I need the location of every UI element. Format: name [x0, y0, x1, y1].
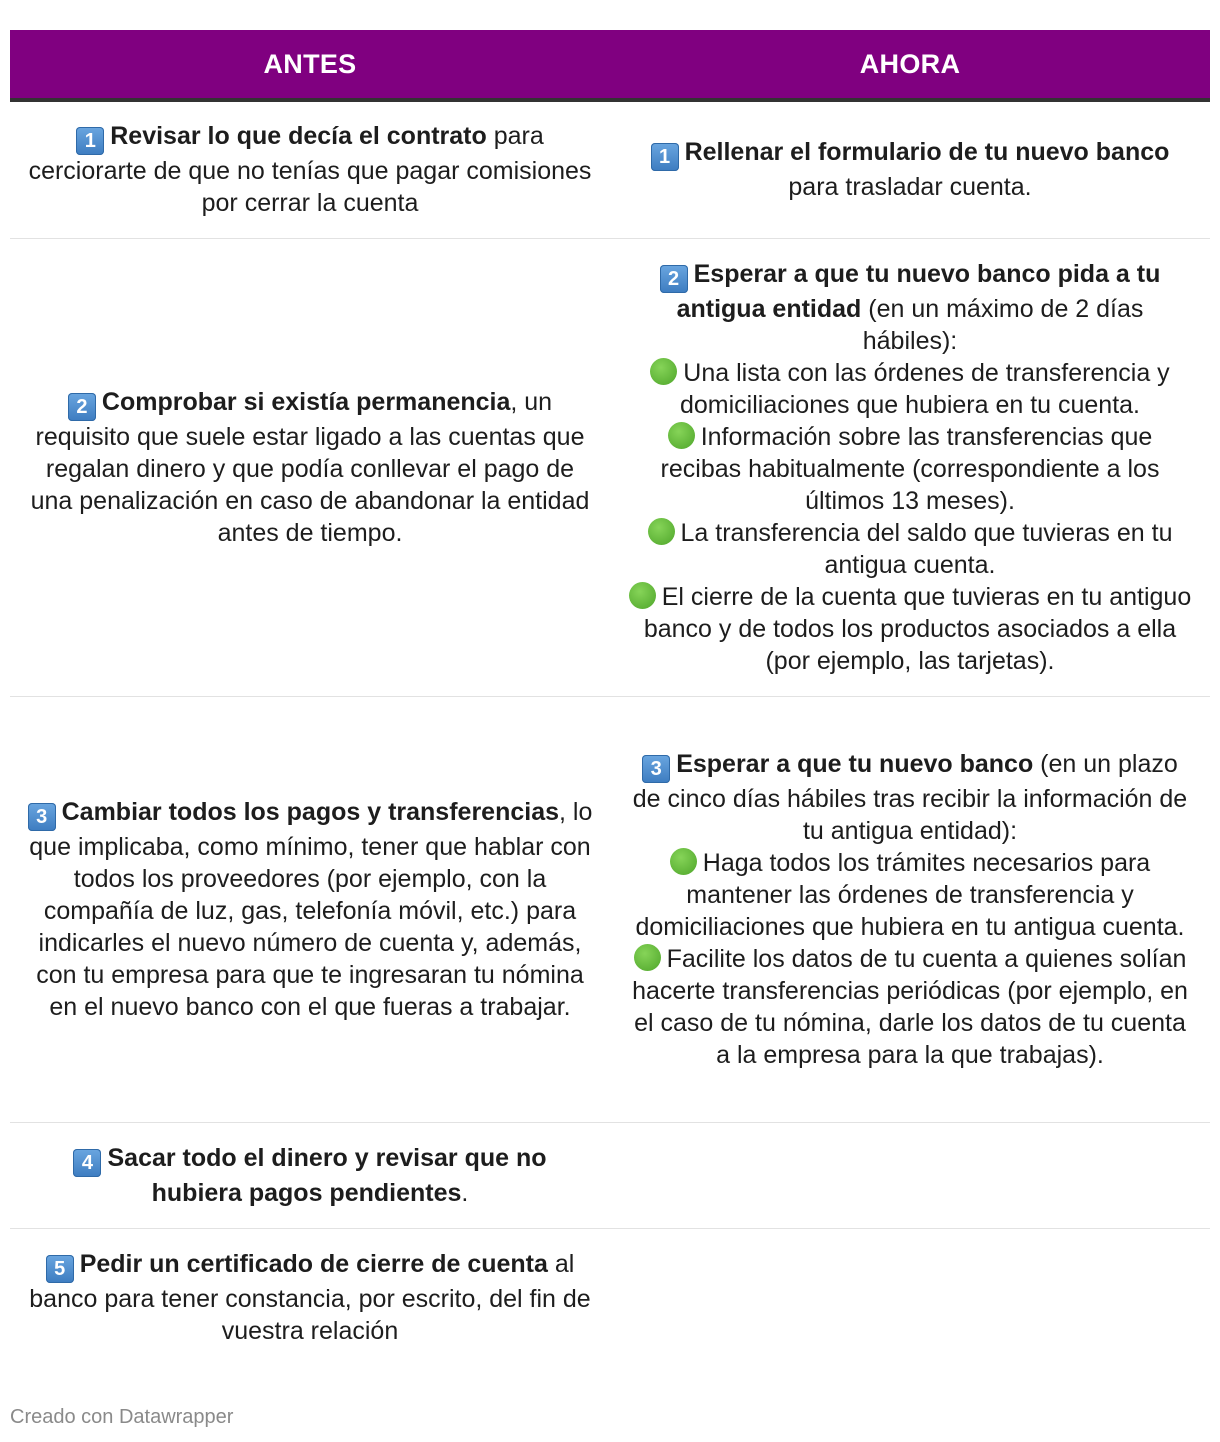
- step-text: para trasladar cuenta.: [788, 173, 1032, 202]
- table-row: [10, 238, 1210, 696]
- step-text: , lo que implicaba, como mínimo, tener que hablar con todos los proveedores (por ejemplo, con la compañía de luz, gas, telefonía móvil, etc.) para indicarles el nuevo número de cuenta y, además, con tu empresa para que te ingresaran tu nómina en el nuevo banco con el que fueras a trabajar.: [29, 797, 593, 1021]
- bullet-text: Facilite los datos de tu cuenta a quienes solían hacerte transferencias periódicas (por ejemplo, en el caso de tu nómina, darle los datos de tu cuenta a la empresa para la que trabajas).: [632, 944, 1188, 1069]
- step-title: Revisar lo que decía el contrato: [110, 122, 487, 151]
- green-circle-icon: [650, 358, 677, 385]
- step-title: Esperar a que tu nuevo banco: [676, 749, 1034, 778]
- step-title: Sacar todo el dinero y revisar que no hubiera pagos pendientes: [107, 1143, 547, 1207]
- keycap-number-icon: 3: [642, 755, 670, 783]
- bullet-text: Una lista con las órdenes de transferencia y domiciliaciones que hubiera en tu cuenta.: [679, 358, 1170, 419]
- green-circle-icon: [629, 582, 656, 609]
- step-title: Pedir un certificado de cierre de cuenta: [79, 1249, 548, 1278]
- table-body: [10, 100, 1210, 1366]
- antes-cell: [10, 238, 610, 696]
- antes-cell: [10, 1228, 610, 1366]
- step-title: Cambiar todos los pagos y transferencias: [61, 797, 560, 826]
- datawrapper-credit-link[interactable]: Creado con Datawrapper: [10, 1406, 234, 1428]
- green-circle-icon: [648, 518, 675, 545]
- bullet-text: El cierre de la cuenta que tuvieras en tu antiguo banco y de todos los productos asociados a ella (por ejemplo, las tarjetas).: [643, 582, 1192, 675]
- step-title: Rellenar el formulario de tu nuevo banco: [684, 138, 1170, 167]
- green-circle-icon: [634, 944, 661, 971]
- column-header-ahora: AHORA: [610, 30, 1210, 100]
- table-row: [10, 100, 1210, 238]
- green-circle-icon: [670, 848, 697, 875]
- bullet-text: Información sobre las transferencias que recibas habitualmente (correspondiente a los últimos 13 meses).: [660, 422, 1160, 515]
- bullet-text: Haga todos los trámites necesarios para mantener las órdenes de transferencia y domiciliaciones que hubiera en tu antigua cuenta.: [635, 848, 1185, 941]
- keycap-number-icon: 4: [73, 1149, 101, 1177]
- step-text: , un requisito que suele estar ligado a las cuentas que regalan dinero y que podía conllevar el pago de una penalización en caso de abandonar la entidad antes de tiempo.: [30, 387, 590, 547]
- keycap-number-icon: 2: [68, 393, 96, 421]
- green-circle-icon: [668, 422, 695, 449]
- step-text: .: [461, 1178, 469, 1207]
- header-row: [10, 30, 1210, 100]
- keycap-number-icon: 1: [76, 127, 104, 155]
- ahora-cell: [610, 696, 1210, 1122]
- keycap-number-icon: 3: [28, 803, 56, 831]
- table-row: [10, 696, 1210, 1122]
- step-text: para cerciorarte de que no tenías que pagar comisiones por cerrar la cuenta: [28, 122, 592, 218]
- antes-cell: [10, 696, 610, 1122]
- step-text: al banco para tener constancia, por escrito, del fin de vuestra relación: [29, 1249, 591, 1345]
- antes-cell: [10, 100, 610, 238]
- step-title: Esperar a que tu nuevo banco pida a tu antigua entidad: [676, 259, 1161, 323]
- ahora-cell: [610, 100, 1210, 238]
- table-header: [10, 30, 1210, 100]
- keycap-number-icon: 1: [651, 143, 679, 171]
- comparison-table-wrapper: [10, 30, 1210, 1366]
- step-title: Comprobar si existía permanencia: [101, 387, 511, 416]
- ahora-cell-empty: [610, 1122, 1210, 1228]
- table-row: [10, 1122, 1210, 1228]
- table-row: [10, 1228, 1210, 1366]
- ahora-cell: [610, 238, 1210, 696]
- comparison-table: [10, 30, 1210, 1366]
- column-header-antes: ANTES: [10, 30, 610, 100]
- keycap-number-icon: 5: [46, 1255, 74, 1283]
- ahora-cell-empty: [610, 1228, 1210, 1366]
- step-text: (en un plazo de cinco días hábiles tras recibir la información de tu antigua entidad):: [632, 749, 1188, 845]
- antes-cell: [10, 1122, 610, 1228]
- bullet-text: La transferencia del saldo que tuvieras en tu antigua cuenta.: [680, 518, 1173, 579]
- step-text: (en un máximo de 2 días hábiles):: [861, 294, 1144, 355]
- keycap-number-icon: 2: [660, 265, 688, 293]
